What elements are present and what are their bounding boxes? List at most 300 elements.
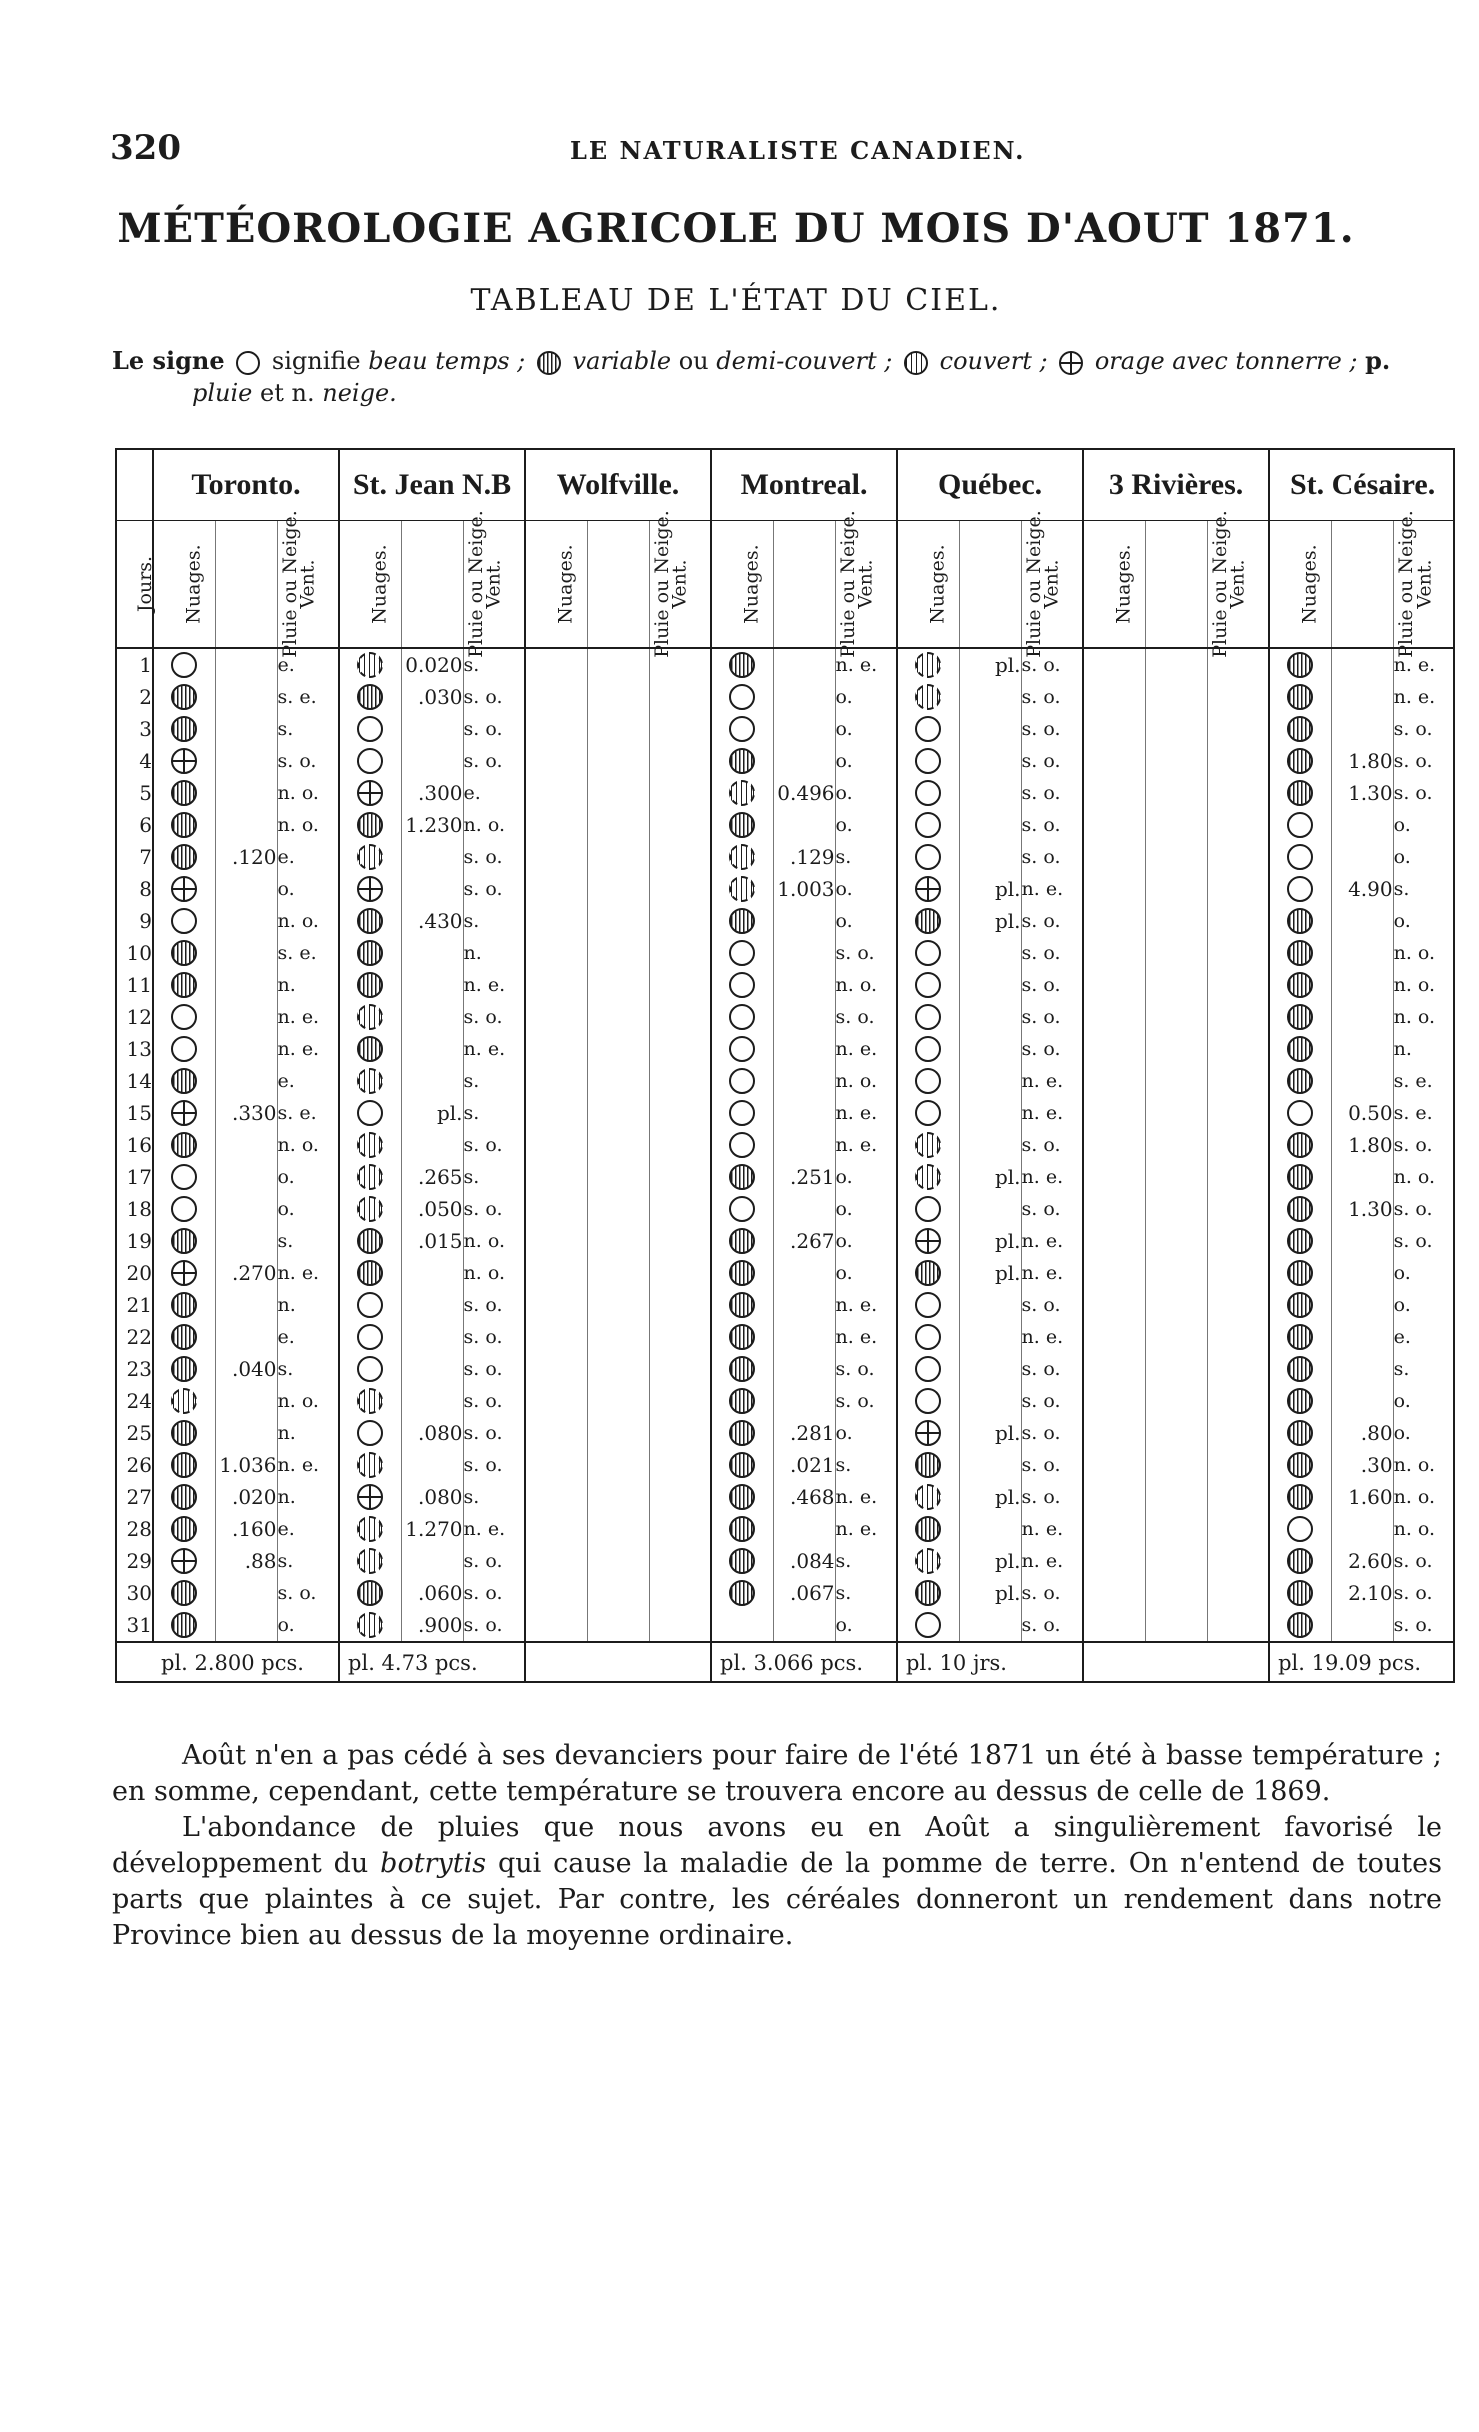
overcast-sky-icon <box>357 1004 383 1030</box>
precipitation-cell <box>215 1033 277 1065</box>
wind-cell <box>649 713 711 745</box>
clear-sky-icon <box>915 1612 941 1638</box>
sky-cell <box>525 969 587 1001</box>
wind-cell: s. o. <box>1021 1289 1083 1321</box>
precipitation-cell: pl. <box>959 905 1021 937</box>
weather-table-grid <box>117 450 1455 1683</box>
sky-cell <box>153 1161 215 1193</box>
wind-cell: s. <box>463 648 525 681</box>
day-number: 8 <box>139 877 152 901</box>
sky-cell <box>525 1353 587 1385</box>
wind-cell <box>1207 1513 1269 1545</box>
precipitation-cell <box>959 713 1021 745</box>
sky-cell <box>711 1417 773 1449</box>
wind-cell <box>1207 873 1269 905</box>
precipitation-cell: .281 <box>773 1417 835 1449</box>
precipitation-cell: pl. <box>401 1097 463 1129</box>
precipitation-cell <box>1145 809 1207 841</box>
precipitation-cell <box>1331 1321 1393 1353</box>
wind-cell: n. o. <box>1393 969 1455 1001</box>
day-number: 15 <box>126 1101 152 1125</box>
wind-cell <box>649 1225 711 1257</box>
wind-cell: s. o. <box>463 1577 525 1609</box>
paragraph-1 <box>112 1738 1442 1810</box>
storm-icon <box>171 748 197 774</box>
wind-cell: n. e. <box>835 1097 897 1129</box>
precipitation-cell <box>587 1353 649 1385</box>
variable-sky-icon <box>537 351 561 375</box>
variable-sky-icon <box>1287 1548 1313 1574</box>
sky-cell <box>339 1097 401 1129</box>
wind-cell: s. o. <box>463 1129 525 1161</box>
day-number: 10 <box>126 941 152 965</box>
wind-cell: o. <box>1393 1257 1455 1289</box>
wind-cell: n. e. <box>463 1033 525 1065</box>
wind-cell: n. e. <box>835 1321 897 1353</box>
variable-sky-icon <box>1287 1132 1313 1158</box>
precipitation-cell <box>1331 1353 1393 1385</box>
precipitation-cell <box>401 713 463 745</box>
sky-cell <box>1083 1545 1145 1577</box>
wind-cell <box>649 905 711 937</box>
sky-cell <box>1269 1065 1331 1097</box>
variable-sky-icon <box>729 1484 755 1510</box>
precipitation-cell <box>773 1001 835 1033</box>
wind-cell <box>1207 1577 1269 1609</box>
precipitation-cell <box>1331 937 1393 969</box>
wind-cell <box>649 1321 711 1353</box>
clear-sky-icon <box>915 940 941 966</box>
sky-cell <box>525 681 587 713</box>
precipitation-cell: 1.80 <box>1331 1129 1393 1161</box>
precipitation-cell <box>1145 1353 1207 1385</box>
sky-cell <box>1269 713 1331 745</box>
wind-cell: n. o. <box>463 1225 525 1257</box>
sky-cell <box>1083 777 1145 809</box>
wind-cell <box>649 1513 711 1545</box>
paragraph-2 <box>112 1810 1442 1954</box>
variable-sky-icon <box>171 1612 197 1638</box>
precipitation-cell <box>959 777 1021 809</box>
wind-cell <box>1207 1417 1269 1449</box>
wind-cell: n. o. <box>1393 1161 1455 1193</box>
precipitation-cell <box>215 809 277 841</box>
precipitation-cell <box>1331 713 1393 745</box>
precipitation-cell <box>215 1577 277 1609</box>
overcast-sky-icon <box>915 652 941 678</box>
wind-cell: o. <box>1393 905 1455 937</box>
wind-cell: n. e. <box>835 1513 897 1545</box>
sky-cell <box>339 1225 401 1257</box>
day-number: 13 <box>126 1037 152 1061</box>
variable-sky-icon <box>729 1452 755 1478</box>
sky-cell <box>525 809 587 841</box>
station-total: pl. 4.73 pcs. <box>339 1642 525 1683</box>
precipitation-cell <box>215 777 277 809</box>
wind-cell: n. e. <box>1021 873 1083 905</box>
table-row <box>117 648 1455 681</box>
sky-cell <box>153 1513 215 1545</box>
wind-cell <box>1207 1257 1269 1289</box>
sky-cell <box>1269 1161 1331 1193</box>
precipitation-cell <box>1145 648 1207 681</box>
precipitation-cell <box>1145 745 1207 777</box>
sky-cell <box>339 1513 401 1545</box>
clear-sky-icon <box>357 1100 383 1126</box>
wind-cell <box>649 1257 711 1289</box>
precipitation-cell <box>587 969 649 1001</box>
sky-cell <box>1269 937 1331 969</box>
sky-cell <box>711 1161 773 1193</box>
sky-cell <box>711 1097 773 1129</box>
sky-cell <box>1083 1129 1145 1161</box>
precipitation-cell <box>773 745 835 777</box>
sky-cell <box>153 1065 215 1097</box>
legend-pluie: pluie <box>192 379 253 407</box>
precipitation-cell: .30 <box>1331 1449 1393 1481</box>
day-number: 24 <box>126 1389 152 1413</box>
wind-cell: s. o. <box>463 745 525 777</box>
wind-cell <box>649 969 711 1001</box>
sky-cell <box>525 1097 587 1129</box>
variable-sky-icon <box>1287 1356 1313 1382</box>
storm-icon <box>1059 351 1083 375</box>
wind-cell: s. o. <box>1021 809 1083 841</box>
sub-header-label: Nuages. <box>1112 544 1135 624</box>
sky-cell <box>339 1257 401 1289</box>
clear-sky-icon <box>915 1388 941 1414</box>
sky-cell <box>1083 937 1145 969</box>
wind-cell: s. o. <box>1393 713 1455 745</box>
variable-sky-icon <box>357 972 383 998</box>
precipitation-cell: .300 <box>401 777 463 809</box>
table-row <box>117 1609 1455 1642</box>
precipitation-cell: .468 <box>773 1481 835 1513</box>
clear-sky-icon <box>1287 844 1313 870</box>
wind-cell: s. o. <box>1021 648 1083 681</box>
table-row <box>117 969 1455 1001</box>
precipitation-cell <box>1145 937 1207 969</box>
sky-cell <box>339 905 401 937</box>
precipitation-cell <box>401 1385 463 1417</box>
wind-cell: n. o. <box>1393 1481 1455 1513</box>
station-total <box>1083 1642 1269 1683</box>
sub-column-header <box>1083 521 1145 649</box>
precipitation-cell: .021 <box>773 1449 835 1481</box>
sky-cell <box>1083 1353 1145 1385</box>
wind-cell: n. o. <box>277 1385 339 1417</box>
sub-column-header <box>1331 510 1417 658</box>
wind-cell <box>1207 1545 1269 1577</box>
sub-column-header <box>1269 521 1331 649</box>
table-row <box>117 745 1455 777</box>
clear-sky-icon <box>729 716 755 742</box>
legend-neige: neige. <box>322 379 397 407</box>
variable-sky-icon <box>357 1580 383 1606</box>
precipitation-cell: 1.30 <box>1331 1193 1393 1225</box>
precipitation-cell <box>215 873 277 905</box>
sky-cell <box>1269 1609 1331 1642</box>
variable-sky-icon <box>171 1228 197 1254</box>
precipitation-cell <box>587 1097 649 1129</box>
wind-cell: s. o. <box>1393 1193 1455 1225</box>
sky-cell <box>525 1545 587 1577</box>
wind-cell <box>1207 841 1269 873</box>
clear-sky-icon <box>915 1068 941 1094</box>
precipitation-cell <box>401 1001 463 1033</box>
precipitation-cell <box>959 937 1021 969</box>
wind-cell: e. <box>463 777 525 809</box>
wind-cell: s. o. <box>1021 905 1083 937</box>
wind-cell: o. <box>1393 1289 1455 1321</box>
precipitation-cell: .080 <box>401 1481 463 1513</box>
overcast-sky-icon <box>357 1612 383 1638</box>
clear-sky-icon <box>915 1324 941 1350</box>
clear-sky-icon <box>915 748 941 774</box>
precipitation-cell <box>1331 841 1393 873</box>
sky-cell <box>339 1385 401 1417</box>
sky-cell <box>897 1225 959 1257</box>
overcast-sky-icon <box>357 1548 383 1574</box>
storm-icon <box>357 780 383 806</box>
variable-sky-icon <box>1287 1036 1313 1062</box>
sky-cell <box>153 1545 215 1577</box>
precipitation-cell <box>1145 681 1207 713</box>
precipitation-cell <box>1145 1609 1207 1642</box>
precipitation-cell <box>587 1417 649 1449</box>
precipitation-cell <box>773 1289 835 1321</box>
sky-cell <box>1269 1225 1331 1257</box>
variable-sky-icon <box>1287 1068 1313 1094</box>
wind-cell: n. e. <box>277 1257 339 1289</box>
station-total: pl. 19.09 pcs. <box>1269 1642 1455 1683</box>
sky-cell <box>897 937 959 969</box>
clear-sky-icon <box>915 716 941 742</box>
clear-sky-icon <box>729 1132 755 1158</box>
sky-cell <box>339 1033 401 1065</box>
sky-cell <box>711 937 773 969</box>
wind-cell: n. <box>463 937 525 969</box>
precipitation-cell <box>587 809 649 841</box>
precipitation-cell <box>587 1577 649 1609</box>
storm-icon <box>915 876 941 902</box>
sub-column-header <box>773 510 859 658</box>
day-number: 18 <box>126 1197 152 1221</box>
paragraph-2-text-a: L'abondance de pluies que nous avons eu en Août a singulièrement favorisé le développement du <box>112 1812 1442 1879</box>
variable-sky-icon <box>1287 684 1313 710</box>
clear-sky-icon <box>915 844 941 870</box>
sub-column-header <box>959 510 1045 658</box>
overcast-sky-icon <box>915 1548 941 1574</box>
sky-cell <box>897 1449 959 1481</box>
wind-cell: s. <box>1393 873 1455 905</box>
wind-cell: n. e. <box>835 1481 897 1513</box>
precipitation-cell <box>587 1225 649 1257</box>
sky-cell <box>153 1001 215 1033</box>
sky-cell <box>711 1545 773 1577</box>
wind-cell: s. o. <box>1021 1577 1083 1609</box>
wind-cell: s. <box>835 1545 897 1577</box>
sky-cell <box>525 1417 587 1449</box>
sky-cell <box>339 745 401 777</box>
sky-cell <box>153 1097 215 1129</box>
variable-sky-icon <box>1287 908 1313 934</box>
precipitation-cell <box>1145 1289 1207 1321</box>
sky-cell <box>1269 648 1331 681</box>
variable-sky-icon <box>729 1164 755 1190</box>
day-number: 27 <box>126 1485 152 1509</box>
storm-icon <box>171 876 197 902</box>
wind-cell <box>649 1481 711 1513</box>
variable-sky-icon <box>357 908 383 934</box>
sky-cell <box>153 1481 215 1513</box>
variable-sky-icon <box>915 1516 941 1542</box>
wind-cell <box>1207 1193 1269 1225</box>
table-row <box>117 1385 1455 1417</box>
precipitation-cell <box>1331 1257 1393 1289</box>
day-header-label: Jours. <box>134 555 157 613</box>
sky-cell <box>897 1385 959 1417</box>
station-header: 3 Rivières. <box>1083 450 1269 521</box>
precipitation-cell <box>1145 1321 1207 1353</box>
sub-header-label: Pluie ou Neige. <box>1208 510 1231 658</box>
sky-cell <box>711 841 773 873</box>
precipitation-cell <box>587 777 649 809</box>
sky-cell <box>1269 1193 1331 1225</box>
wind-cell: o. <box>835 681 897 713</box>
wind-cell: s. o. <box>463 1609 525 1642</box>
wind-cell: s. <box>463 1065 525 1097</box>
precipitation-cell <box>1145 1481 1207 1513</box>
sky-cell <box>1083 1449 1145 1481</box>
precipitation-cell: .120 <box>215 841 277 873</box>
day-column-header <box>117 521 157 649</box>
storm-icon <box>915 1228 941 1254</box>
precipitation-cell <box>773 1193 835 1225</box>
sky-cell <box>897 1289 959 1321</box>
wind-cell: n. e. <box>835 1289 897 1321</box>
precipitation-cell: .030 <box>401 681 463 713</box>
wind-cell: n. <box>277 1481 339 1513</box>
precipitation-cell <box>1145 1449 1207 1481</box>
page-subtitle: TABLEAU DE L'ÉTAT DU CIEL. <box>470 283 1002 318</box>
table-row <box>117 1289 1455 1321</box>
wind-cell <box>1207 1225 1269 1257</box>
sky-cell <box>897 905 959 937</box>
wind-cell: s. o. <box>1393 745 1455 777</box>
sub-column-header <box>587 510 673 658</box>
precipitation-cell <box>587 1385 649 1417</box>
wind-cell: s. o. <box>1021 937 1083 969</box>
variable-sky-icon <box>729 1420 755 1446</box>
precipitation-cell <box>959 745 1021 777</box>
variable-sky-icon <box>1287 1228 1313 1254</box>
overcast-sky-icon <box>915 1484 941 1510</box>
sky-cell <box>525 1449 587 1481</box>
sub-header-label: Pluie ou Neige. <box>1022 510 1045 658</box>
sky-cell <box>711 1065 773 1097</box>
precipitation-cell <box>959 1513 1021 1545</box>
variable-sky-icon <box>915 1452 941 1478</box>
sky-cell <box>339 1001 401 1033</box>
wind-cell: s. o. <box>463 873 525 905</box>
table-row <box>117 1257 1455 1289</box>
wind-cell: s. e. <box>1393 1065 1455 1097</box>
variable-sky-icon <box>1287 1452 1313 1478</box>
wind-cell: n. e. <box>1393 648 1455 681</box>
precipitation-cell <box>1145 969 1207 1001</box>
precipitation-cell: .084 <box>773 1545 835 1577</box>
sky-cell <box>153 648 215 681</box>
legend-n: n. <box>291 379 315 407</box>
sub-header-label: Nuages. <box>554 544 577 624</box>
wind-cell: s. o. <box>463 1449 525 1481</box>
legend-orage: orage avec tonnerre ; <box>1094 347 1358 375</box>
overcast-sky-icon <box>357 1516 383 1542</box>
clear-sky-icon <box>729 684 755 710</box>
wind-cell <box>649 841 711 873</box>
sky-cell <box>1083 1225 1145 1257</box>
wind-cell <box>649 1353 711 1385</box>
precipitation-cell <box>587 713 649 745</box>
wind-cell <box>1207 937 1269 969</box>
table-row <box>117 713 1455 745</box>
wind-cell: s. <box>277 713 339 745</box>
page-title: MÉTÉOROLOGIE AGRICOLE DU MOIS D'AOUT 1871. <box>117 205 1355 252</box>
sky-cell <box>711 1353 773 1385</box>
precipitation-cell <box>1145 1097 1207 1129</box>
wind-cell <box>1207 1609 1269 1642</box>
precipitation-cell <box>401 1321 463 1353</box>
sky-cell <box>153 1033 215 1065</box>
sky-cell <box>897 745 959 777</box>
sky-cell <box>525 713 587 745</box>
precipitation-cell <box>1331 1385 1393 1417</box>
clear-sky-icon <box>729 1196 755 1222</box>
precipitation-cell <box>401 873 463 905</box>
sky-cell <box>525 1385 587 1417</box>
precipitation-cell <box>1145 713 1207 745</box>
sky-cell <box>1083 1001 1145 1033</box>
wind-cell <box>649 1577 711 1609</box>
legend-text-signifie: signifie <box>271 347 361 375</box>
sky-cell <box>153 1289 215 1321</box>
sky-cell <box>1083 1289 1145 1321</box>
sky-cell <box>1083 681 1145 713</box>
wind-cell <box>1207 1289 1269 1321</box>
clear-sky-icon <box>915 780 941 806</box>
precipitation-cell <box>773 905 835 937</box>
wind-cell: s. o. <box>1021 713 1083 745</box>
precipitation-cell: 1.270 <box>401 1513 463 1545</box>
sky-cell <box>153 1321 215 1353</box>
precipitation-cell <box>1331 1001 1393 1033</box>
wind-cell: s. o. <box>1393 777 1455 809</box>
precipitation-cell <box>1331 648 1393 681</box>
wind-cell: s. o. <box>1021 681 1083 713</box>
sky-cell <box>153 1577 215 1609</box>
clear-sky-icon <box>915 1196 941 1222</box>
precipitation-cell <box>1145 873 1207 905</box>
wind-cell <box>1207 1033 1269 1065</box>
overcast-sky-icon <box>357 844 383 870</box>
sky-cell <box>1083 648 1145 681</box>
table-row <box>117 1065 1455 1097</box>
sky-cell <box>525 1129 587 1161</box>
wind-cell: n. e. <box>1021 1065 1083 1097</box>
precipitation-cell <box>773 1609 835 1642</box>
precipitation-cell: 2.10 <box>1331 1577 1393 1609</box>
